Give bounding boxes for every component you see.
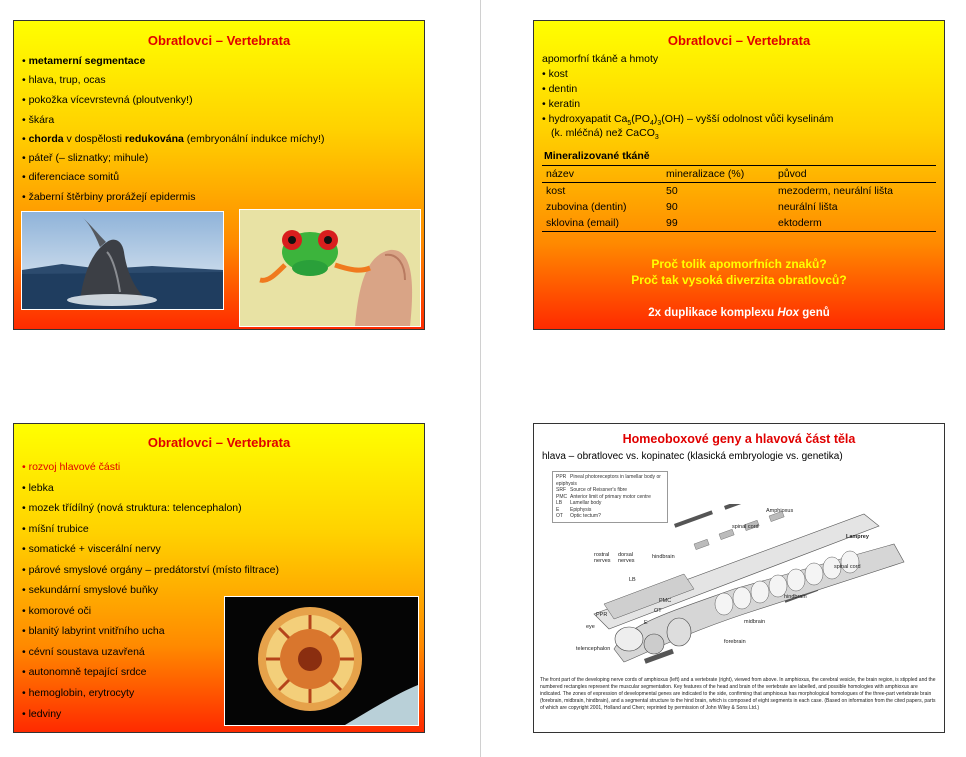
bullet: • škára (22, 114, 55, 126)
bullet-highlight: • rozvoj hlavové části (22, 461, 121, 473)
label-ppr: PPR (596, 612, 608, 618)
bullet: • hemoglobin, erytrocyty (22, 687, 135, 699)
question-1: Proč tolik apomorfních znaků? (651, 257, 827, 271)
bullet: • dentin (542, 83, 578, 95)
slide-4 (533, 423, 945, 733)
label-pmc: PMC (659, 598, 672, 604)
label-lb: LB (629, 577, 636, 583)
table-row: sklovina (email) 99 ektoderm (542, 215, 936, 232)
bullet: • hlava, trup, ocas (22, 74, 106, 86)
bullet: • cévní soustava uzavřená (22, 646, 145, 658)
legend-box: PPR Pineal photoreceptors in lamellar body or epiphysis SRF Source of Reissner's fibre PMC Anterior limit of primary motor centre LB Lamellar body E Epiphysis OT Optic tectum? (552, 471, 668, 523)
whale-photo (21, 211, 224, 310)
bullet: • kost (542, 68, 568, 80)
slide-title: Obratlovci – Vertebrata (147, 33, 291, 48)
bullet: • lebka (22, 482, 54, 494)
slide-title: Obratlovci – Vertebrata (147, 435, 291, 450)
table-row: zubovina (dentin) 90 neurální lišta (546, 201, 838, 213)
figure-caption: The front part of the developing nerve cords of amphioxus (left) and a vertebrate (right), viewed from above. In amphioxus, the cerebral vesicle, the brain region, is stippled and the numbered rectangles represent the muscular segmentation. Key features of the head and brain of the vertebrate are labelled, and possible homologies with amphioxus are indicated. The zones of expression of developmental genes are indicated to the side, confirming that amphioxus has morphological homologues of the three-part vertebrate brain (forebrain, midbrain, hindbrain), and a segmental structure to the hind brain, which is composed of eight segments in each case. (Based on information from the cited papers, parts of which are copyright 2001, Holland and Chen; reprinted by permission of John Wiley & Sons Ltd.) (540, 677, 936, 711)
label-telencephalon: telencephalon (576, 646, 611, 652)
bullet: • komorové oči (22, 605, 92, 617)
slide-title: Homeoboxové geny a hlavová část těla (622, 432, 856, 446)
label-hindbrain: hindbrain (652, 554, 675, 560)
bullet: • diferenciace somitů (22, 171, 120, 183)
slide-subtitle: hlava – obratlovec vs. kopinatec (klasická embryologie vs. genetika) (542, 451, 843, 462)
bullet: • žaberní štěrbiny prorážejí epidermis (22, 191, 196, 203)
bullet: • párové smyslové orgány – predátorství (místo filtrace) (22, 564, 279, 576)
bullet: • pokožka vícevrstevná (ploutvenky!) (22, 94, 193, 106)
table-header: mineralizace (%) (666, 168, 745, 180)
bullet: • ledviny (22, 708, 62, 720)
slide-3 (13, 423, 425, 733)
table-header: název (546, 168, 575, 180)
label-hindbrain: hindbrain (784, 594, 807, 600)
page-divider (480, 0, 481, 757)
slide-2 (533, 20, 945, 330)
bullet: • mozek třídílný (nová struktura: telencephalon) (22, 502, 242, 514)
bullet: • metamerní segmentace (22, 55, 146, 67)
slide-1 (13, 20, 425, 330)
bullet: • hydroxyapatit $Ca_5(PO_4)_3(OH)$ – vyšší odolnost vůči kyselinám (542, 113, 834, 128)
table-header-row (542, 166, 936, 183)
bullet: • sekundární smyslové buňky (22, 584, 159, 596)
bullet: • míšní trubice (22, 523, 89, 535)
bullet-continuation: (k. mléčná) než CaCO$_3$ (551, 127, 659, 142)
label-dorsal-nerves: dorsal nerves (618, 552, 635, 564)
bullet: • keratin (542, 98, 581, 110)
label-spinal-cord: spinal cord (834, 564, 861, 570)
lamprey-mouth-photo (224, 596, 419, 726)
table-row: kost 50 mezoderm, neurální lišta (546, 185, 893, 197)
bullet: • somatické + viscerální nervy (22, 543, 161, 555)
question-2: Proč tak vysoká diverzita obratlovců? (631, 273, 847, 287)
label-midbrain: midbrain (744, 619, 766, 625)
table-header: původ (778, 168, 807, 180)
bullet: • autonomně tepající srdce (22, 666, 147, 678)
hox-statement: 2x duplikace komplexu Hox genů (648, 307, 830, 319)
bullet: • blanitý labyrint vnitřního ucha (22, 625, 165, 637)
mineral-table (542, 165, 936, 232)
frog-photo (239, 209, 421, 327)
label-forebrain: forebrain (724, 639, 746, 645)
intro-text: apomorfní tkáně a hmoty (542, 53, 659, 65)
label-eye: eye (586, 624, 595, 630)
label-amphioxus: Amphioxus (766, 508, 794, 514)
label-lamprey: Lamprey (846, 534, 869, 540)
bullet: • chorda v dospělosti redukována (embryonální indukce míchy!) (22, 133, 325, 145)
label-e: E (644, 620, 648, 626)
label-rostral-nerves: rostral nerves (594, 552, 611, 564)
table-title: Mineralizované tkáně (544, 150, 650, 162)
label-ot: OT (654, 608, 662, 614)
slide-title: Obratlovci – Vertebrata (667, 33, 811, 48)
bullet: • páteř (– sliznatky; mihule) (22, 152, 149, 164)
label-spinal-cord: spinal cord (732, 524, 759, 530)
